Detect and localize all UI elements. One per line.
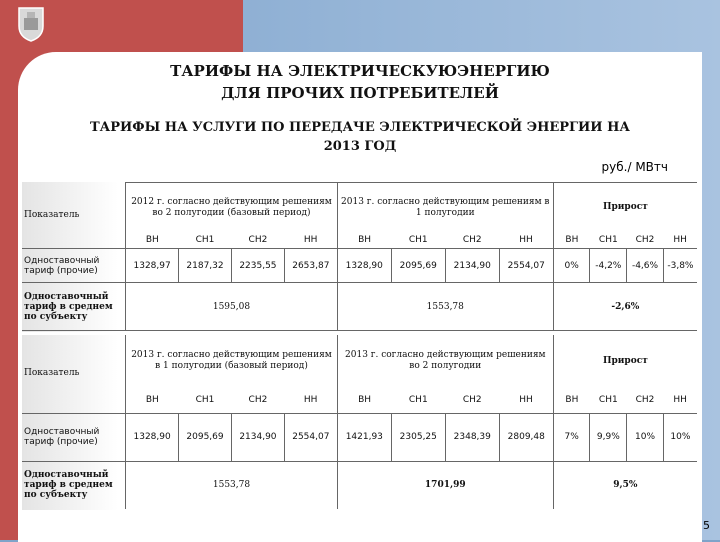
- tariff-table-2012-2013: [22, 182, 697, 331]
- table-cell: 1328,97: [126, 249, 179, 283]
- table-cell: 2305,25: [391, 413, 445, 461]
- table2-indicator-header: Показатель: [24, 368, 80, 379]
- table2-level-sn1: СН1: [408, 394, 428, 405]
- table2-level-sn1: СН1: [195, 394, 215, 405]
- table1-level-nn: НН: [303, 235, 318, 246]
- table1-indicator-header: Показатель: [24, 209, 80, 220]
- table-cell: 1701,99: [337, 461, 553, 509]
- table2-level-sn1: СН1: [598, 394, 618, 405]
- table-cell: 10%: [627, 413, 664, 461]
- table2-row2-label: Одноставочный тариф в среднем по субъекту: [22, 461, 126, 509]
- table1-level-sn2: СН2: [462, 235, 482, 246]
- table1-group-growth: Прирост: [553, 183, 697, 233]
- table-cell: 1595,08: [126, 283, 338, 331]
- table-cell: 2095,69: [179, 413, 232, 461]
- table1-level-sn2: СН2: [248, 235, 268, 246]
- table-cell: 1421,93: [337, 413, 391, 461]
- table-cell: -2,6%: [553, 283, 697, 331]
- table-cell: -3,8%: [663, 249, 697, 283]
- table-cell: 2554,07: [499, 249, 553, 283]
- table1-level-sn1: СН1: [598, 235, 618, 246]
- table1-level-nn: НН: [673, 235, 687, 246]
- coat-of-arms-icon: [16, 6, 46, 42]
- table1-level-sn1: СН1: [408, 235, 428, 246]
- table2-group-2013-h1: 2013 г. согласно действующим решениям в 1 полугодии (базовый период): [126, 335, 338, 387]
- table-cell: 7%: [553, 413, 590, 461]
- table1-level-vn: ВН: [337, 233, 391, 249]
- table-cell: 0%: [553, 249, 590, 283]
- table1-level-sn2: СН2: [635, 235, 655, 246]
- table2-level-vn: ВН: [337, 387, 391, 413]
- table2-row1-label: Одноставочный тариф (прочие): [22, 413, 126, 461]
- table-cell: 2134,90: [231, 413, 284, 461]
- table-cell: 2235,55: [231, 249, 284, 283]
- table-cell: 2187,32: [179, 249, 232, 283]
- table-cell: -4,6%: [627, 249, 664, 283]
- table-cell: 1553,78: [337, 283, 553, 331]
- page-number: 5: [703, 519, 710, 532]
- table1-group-2013-h1: 2013 г. согласно действующим решениям в 1 полугодии: [337, 183, 553, 233]
- table1-level-sn1: СН1: [195, 235, 215, 246]
- table2-group-growth: Прирост: [553, 335, 697, 387]
- table-cell: 1328,90: [126, 413, 179, 461]
- table2-level-sn2: СН2: [635, 394, 655, 405]
- table2-level-sn2: СН2: [248, 394, 268, 405]
- unit-label: руб./ МВтч: [601, 160, 668, 174]
- table-cell: 10%: [663, 413, 697, 461]
- table-cell: 2554,07: [284, 413, 337, 461]
- table2-level-nn: НН: [303, 394, 318, 405]
- tariff-table-2013: [22, 335, 697, 509]
- table1-group-2012-h2: 2012 г. согласно действующим решениям во 2 полугодии (базовый период): [126, 183, 338, 233]
- table-cell: 1553,78: [126, 461, 338, 509]
- table-cell: 9,5%: [553, 461, 697, 509]
- table2-group-2013-h2: 2013 г. согласно действующим решениям во 2 полугодии: [337, 335, 553, 387]
- table1-row1-label: Одноставочный тариф (прочие): [22, 249, 126, 283]
- table2-level-vn: ВН: [126, 387, 179, 413]
- table-cell: 2134,90: [445, 249, 499, 283]
- table-cell: 2095,69: [391, 249, 445, 283]
- table2-level-vn: ВН: [553, 387, 590, 413]
- table-cell: 2348,39: [445, 413, 499, 461]
- table-cell: 2809,48: [499, 413, 553, 461]
- table2-level-sn2: СН2: [462, 394, 482, 405]
- table2-level-nn: НН: [519, 394, 533, 405]
- table-cell: -4,2%: [590, 249, 627, 283]
- table2-level-nn: НН: [673, 394, 687, 405]
- table1-level-vn: ВН: [553, 233, 590, 249]
- table1-level-nn: НН: [519, 235, 533, 246]
- table-cell: 2653,87: [284, 249, 337, 283]
- table-cell: 9,9%: [590, 413, 627, 461]
- table1-level-vn: ВН: [126, 233, 179, 249]
- table-cell: 1328,90: [337, 249, 391, 283]
- table1-row2-label: Одноставочный тариф в среднем по субъекту: [22, 283, 126, 331]
- page-title: ТАРИФЫ НА ЭЛЕКТРИЧЕСКУЮЭНЕРГИЮ ДЛЯ ПРОЧИХ ПОТРЕБИТЕЛЕЙ: [170, 62, 550, 102]
- page-subtitle: ТАРИФЫ НА УСЛУГИ ПО ПЕРЕДАЧЕ ЭЛЕКТРИЧЕСКОЙ ЭНЕРГИИ НА 2013 ГОД: [89, 120, 630, 154]
